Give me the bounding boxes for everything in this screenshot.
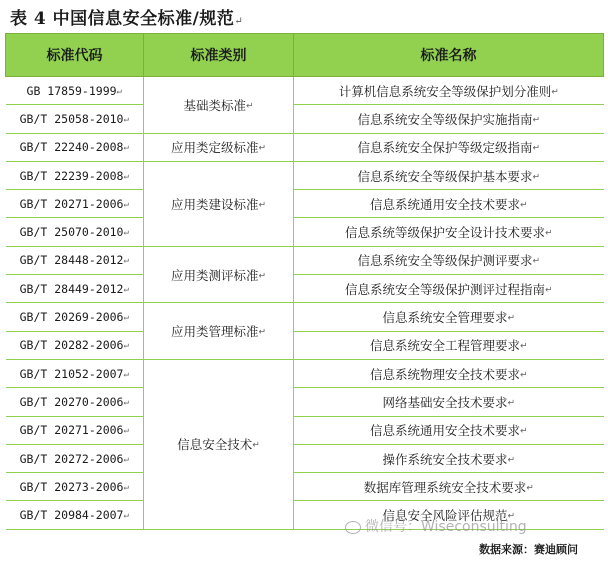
standard-name: 信息系统安全管理要求↵ (294, 303, 604, 331)
category-cell: 信息安全技术↵ (144, 359, 294, 529)
paragraph-mark: ↵ (234, 16, 244, 27)
standard-code: GB/T 20272-2006↵ (6, 444, 144, 472)
wechat-watermark (345, 516, 527, 536)
standard-name: 信息系统安全等级保护测评过程指南↵ (294, 275, 604, 303)
standard-name: 信息系统安全等级保护基本要求↵ (294, 161, 604, 189)
table-title-text: 表 4 中国信息安全标准/规范 (10, 9, 235, 29)
table-row (6, 388, 604, 416)
standards-table (5, 33, 604, 530)
standard-code: GB 17859-1999↵ (6, 77, 144, 105)
table-row (6, 275, 604, 303)
standard-name: 信息系统安全等级保护测评要求↵ (294, 246, 604, 274)
table-row (6, 133, 604, 161)
table-row (6, 77, 604, 105)
standard-code: GB/T 25058-2010↵ (6, 105, 144, 133)
standard-code: GB/T 20270-2006↵ (6, 388, 144, 416)
table-row (6, 473, 604, 501)
table-row (6, 190, 604, 218)
table-title (10, 4, 243, 29)
category-cell: 应用类管理标准↵ (144, 303, 294, 360)
table-row (6, 105, 604, 133)
table-row (6, 218, 604, 246)
table-row (6, 416, 604, 444)
table-row (6, 359, 604, 387)
standard-code: GB/T 20282-2006↵ (6, 331, 144, 359)
standard-name: 计算机信息系统安全等级保护划分准则↵ (294, 77, 604, 105)
header-name: 标准名称 (294, 34, 604, 77)
standard-code: GB/T 22239-2008↵ (6, 161, 144, 189)
table-row (6, 161, 604, 189)
standard-name: 信息系统通用安全技术要求↵ (294, 190, 604, 218)
standard-name: 信息系统物理安全技术要求↵ (294, 359, 604, 387)
category-cell: 应用类定级标准↵ (144, 133, 294, 161)
table-row (6, 303, 604, 331)
header-category: 标准类别 (144, 34, 294, 77)
table-row (6, 246, 604, 274)
standard-code: GB/T 20269-2006↵ (6, 303, 144, 331)
standard-name: 数据库管理系统安全技术要求↵ (294, 473, 604, 501)
standard-code: GB/T 25070-2010↵ (6, 218, 144, 246)
header-code: 标准代码 (6, 34, 144, 77)
category-cell: 应用类建设标准↵ (144, 161, 294, 246)
table-row (6, 331, 604, 359)
standard-code: GB/T 20271-2006↵ (6, 416, 144, 444)
standard-code: GB/T 28448-2012↵ (6, 246, 144, 274)
standard-code: GB/T 20984-2007↵ (6, 501, 144, 529)
category-cell: 应用类测评标准↵ (144, 246, 294, 303)
standard-code: GB/T 20273-2006↵ (6, 473, 144, 501)
standard-name: 网络基础安全技术要求↵ (294, 388, 604, 416)
header-row (6, 34, 604, 77)
wechat-icon (345, 521, 361, 534)
standard-name: 信息安全风险评估规范↵ (294, 501, 604, 529)
standard-name: 操作系统安全技术要求↵ (294, 444, 604, 472)
standard-name: 信息系统安全保护等级定级指南↵ (294, 133, 604, 161)
category-cell: 基础类标准↵ (144, 77, 294, 134)
data-source: 数据来源：赛迪顾问 (479, 543, 578, 556)
standard-name: 信息系统通用安全技术要求↵ (294, 416, 604, 444)
watermark-text: 微信号：Wiseconsulting (365, 519, 527, 535)
standard-name: 信息系统安全工程管理要求↵ (294, 331, 604, 359)
standard-code: GB/T 20271-2006↵ (6, 190, 144, 218)
standard-code: GB/T 21052-2007↵ (6, 359, 144, 387)
standard-code: GB/T 22240-2008↵ (6, 133, 144, 161)
standard-name: 信息系统安全等级保护实施指南↵ (294, 105, 604, 133)
standard-name: 信息系统等级保护安全设计技术要求↵ (294, 218, 604, 246)
table-row (6, 444, 604, 472)
standard-code: GB/T 28449-2012↵ (6, 275, 144, 303)
